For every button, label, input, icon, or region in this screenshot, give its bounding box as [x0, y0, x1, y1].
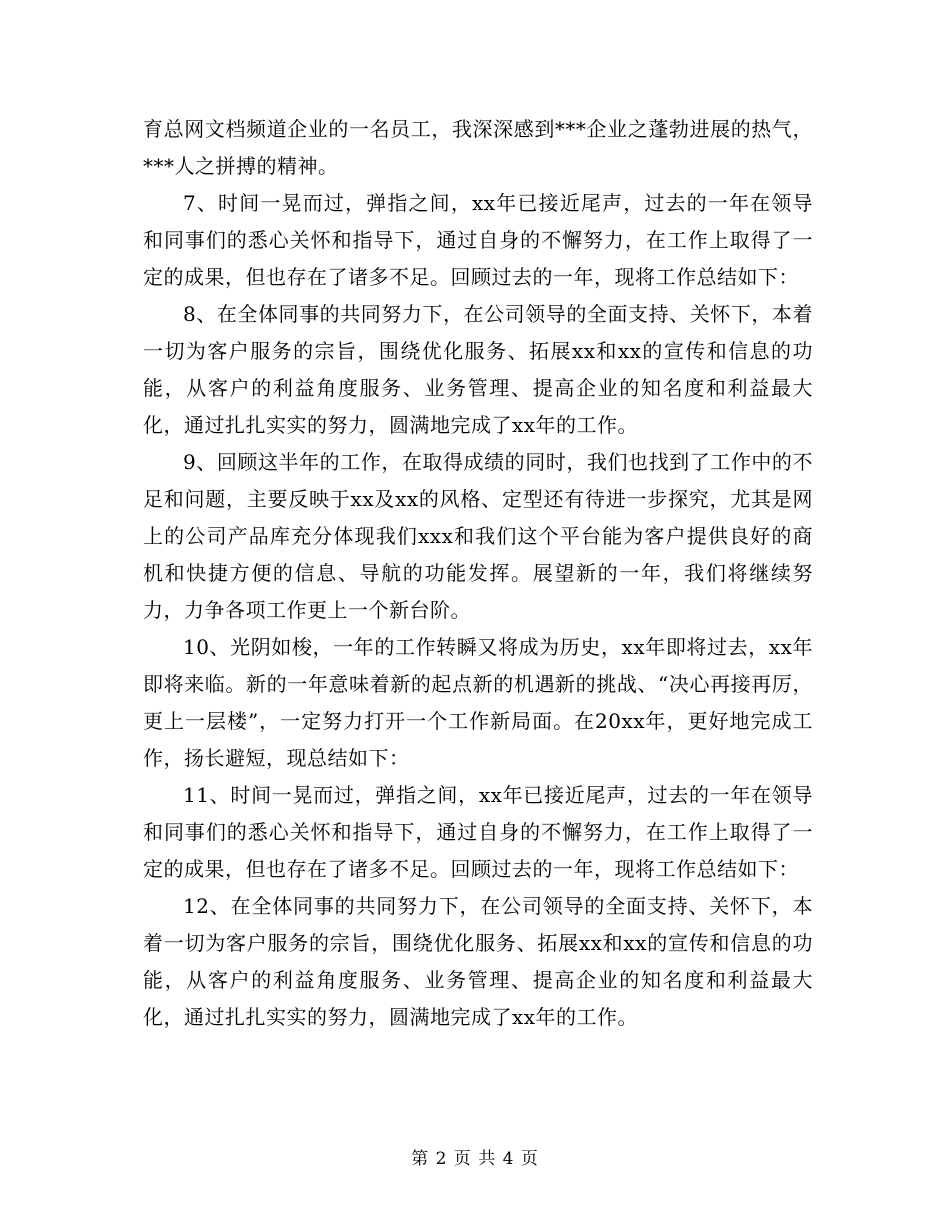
paragraph-7: 7、时间一晃而过，弹指之间，xx年已接近尾声，过去的一年在领导和同事们的悉心关怀和指导下，通过自身的不懈努力，在工作上取得了一定的成果，但也存在了诸多不足。回顾过去的一年，现将工作总结如下： [143, 191, 813, 289]
paragraph-continuation: 育总网文档频道企业的一名员工，我深深感到***企业之蓬勃进展的热气，***人之拼搏的精神。 [143, 117, 813, 178]
page-footer: 第 2 页 共 4 页 [411, 1149, 539, 1169]
paragraph-10: 10、光阴如梭，一年的工作转瞬又将成为历史，xx年即将过去，xx年即将来临。新的一年意味着新的起点新的机遇新的挑战、“决心再接再厉，更上一层楼”，一定努力打开一个工作新局面。在20xx年，更好地完成工作，扬长避短，现总结如下： [143, 635, 813, 770]
paragraph-12: 12、在全体同事的共同努力下，在公司领导的全面支持、关怀下，本着一切为客户服务的宗旨，围绕优化服务、拓展xx和xx的宣传和信息的功能，从客户的利益角度服务、业务管理、提高企业的知名度和利益最大化，通过扎扎实实的努力，圆满地完成了xx年的工作。 [143, 894, 813, 1029]
document-body [143, 111, 813, 1036]
paragraph-9: 9、回顾这半年的工作，在取得成绩的同时，我们也找到了工作中的不足和问题，主要反映于xx及xx的风格、定型还有待进一步探究，尤其是网上的公司产品库充分体现我们xxx和我们这个平台能为客户提供良好的商机和快捷方便的信息、导航的功能发挥。展望新的一年，我们将继续努力，力争各项工作更上一个新台阶。 [143, 450, 813, 622]
paragraph-8: 8、在全体同事的共同努力下，在公司领导的全面支持、关怀下，本着一切为客户服务的宗旨，围绕优化服务、拓展xx和xx的宣传和信息的功能，从客户的利益角度服务、业务管理、提高企业的知名度和利益最大化，通过扎扎实实的努力，圆满地完成了xx年的工作。 [143, 302, 813, 437]
paragraph-11: 11、时间一晃而过，弹指之间，xx年已接近尾声，过去的一年在领导和同事们的悉心关怀和指导下，通过自身的不懈努力，在工作上取得了一定的成果，但也存在了诸多不足。回顾过去的一年，现将工作总结如下： [143, 783, 813, 881]
